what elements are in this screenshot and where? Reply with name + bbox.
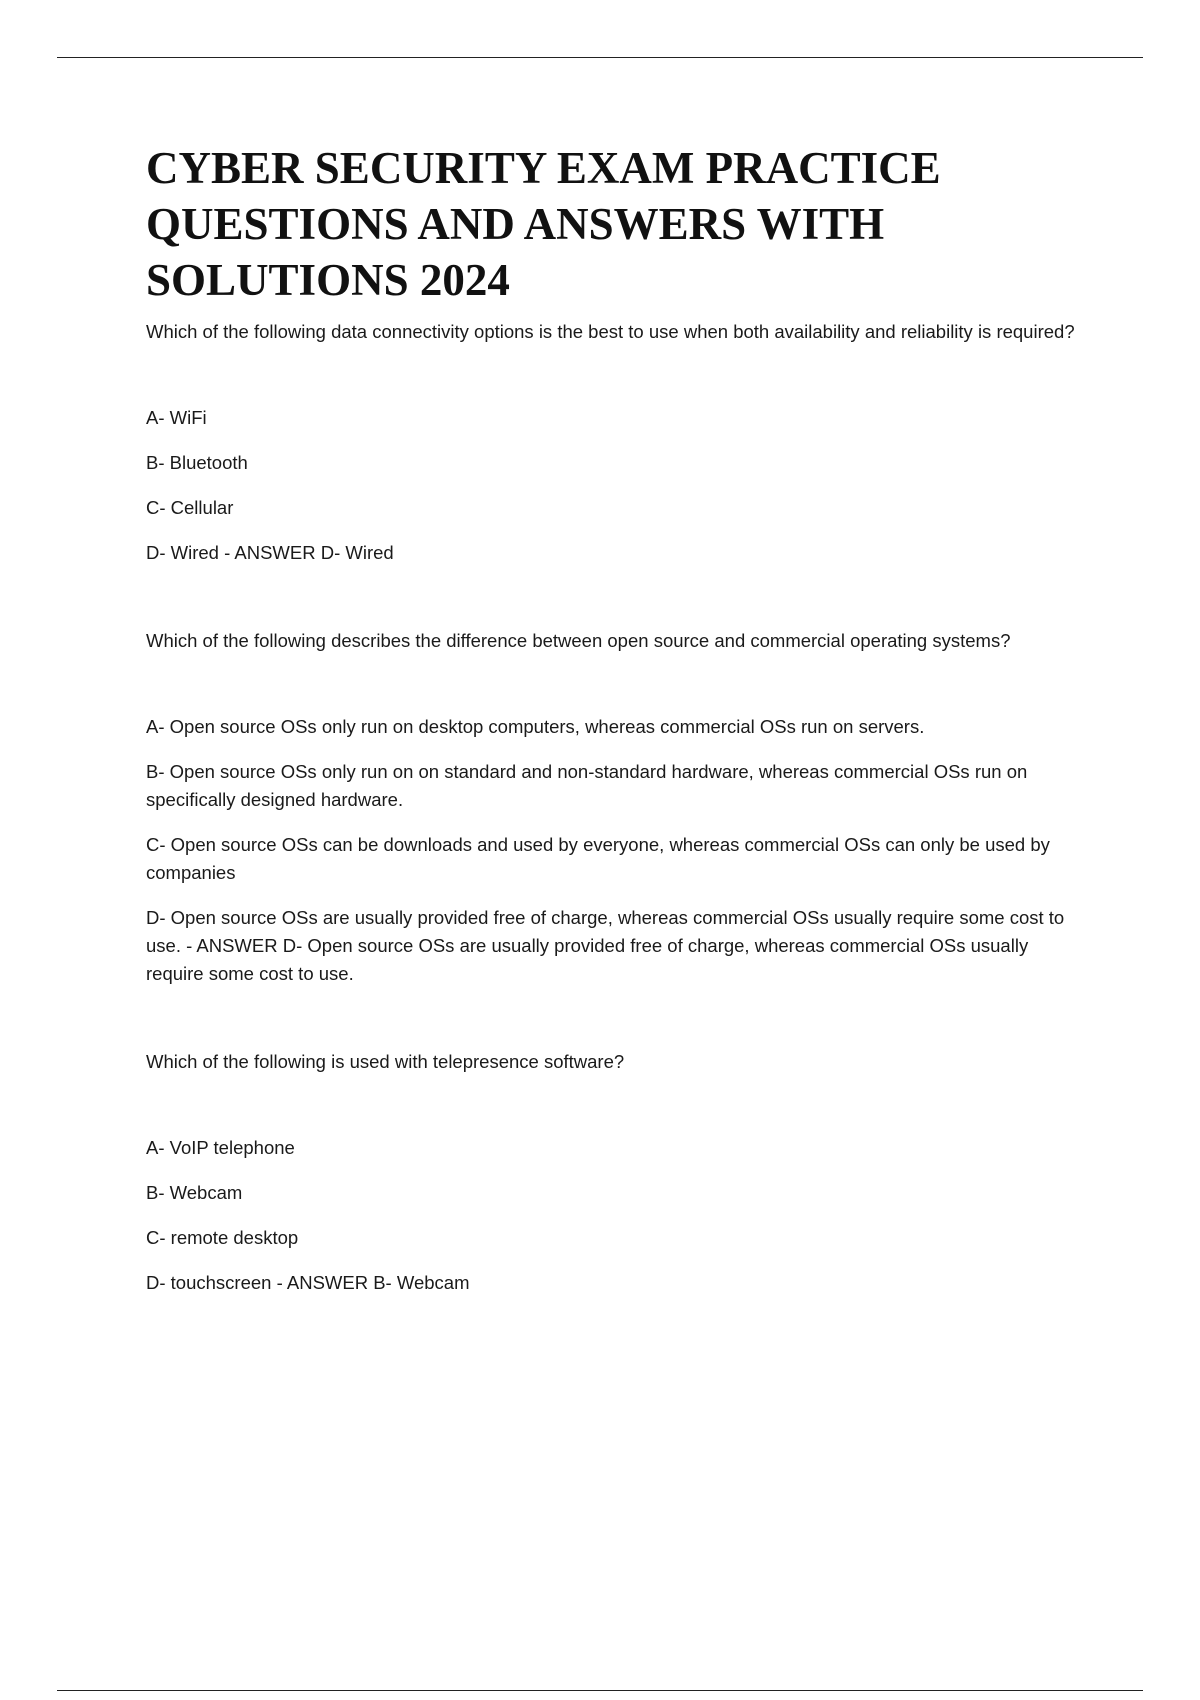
document-title [146,140,1086,308]
answer-option: D- touchscreen - ANSWER B- Webcam [146,1272,470,1293]
answer-option: D- Wired - ANSWER D- Wired [146,542,394,563]
answer-option: C- Cellular [146,497,234,518]
answer-option: A- VoIP telephone [146,1137,295,1158]
answer-option: B- Webcam [146,1182,243,1203]
question-block-3 [146,1048,1086,1297]
title-line: QUESTIONS AND ANSWERS WITH [146,199,885,249]
question-text: Which of the following is used with telepresence software? [146,1051,625,1072]
footer-rule [57,1690,1143,1691]
answer-options [146,404,1086,567]
question-text: Which of the following describes the difference between open source and commercial operating systems? [146,630,1011,651]
question-block-1 [146,318,1086,567]
question-text: Which of the following data connectivity options is the best to use when both availability and reliability is required? [146,321,1075,342]
answer-options [146,713,1086,988]
document-body [146,140,1086,1314]
answer-option: B- Open source OSs only run on on standard and non-standard hardware, whereas commercial OSs run on specifically designed hardware. [146,761,1028,810]
answer-options [146,1134,1086,1297]
answer-option: B- Bluetooth [146,452,248,473]
title-line: SOLUTIONS 2024 [146,255,510,305]
title-line: CYBER SECURITY EXAM PRACTICE [146,143,941,193]
answer-option: C- remote desktop [146,1227,299,1248]
header-rule [57,57,1143,58]
question-block-2 [146,627,1086,988]
answer-option: A- Open source OSs only run on desktop computers, whereas commercial OSs run on servers. [146,716,925,737]
answer-option: C- Open source OSs can be downloads and used by everyone, whereas commercial OSs can only be used by companies [146,834,1050,883]
answer-option: A- WiFi [146,407,207,428]
answer-option: D- Open source OSs are usually provided free of charge, whereas commercial OSs usually require some cost to use. - ANSWER D- Open source OSs are usually provided free of charge, whereas commercial OSs usually require some cost to use. [146,907,1065,984]
